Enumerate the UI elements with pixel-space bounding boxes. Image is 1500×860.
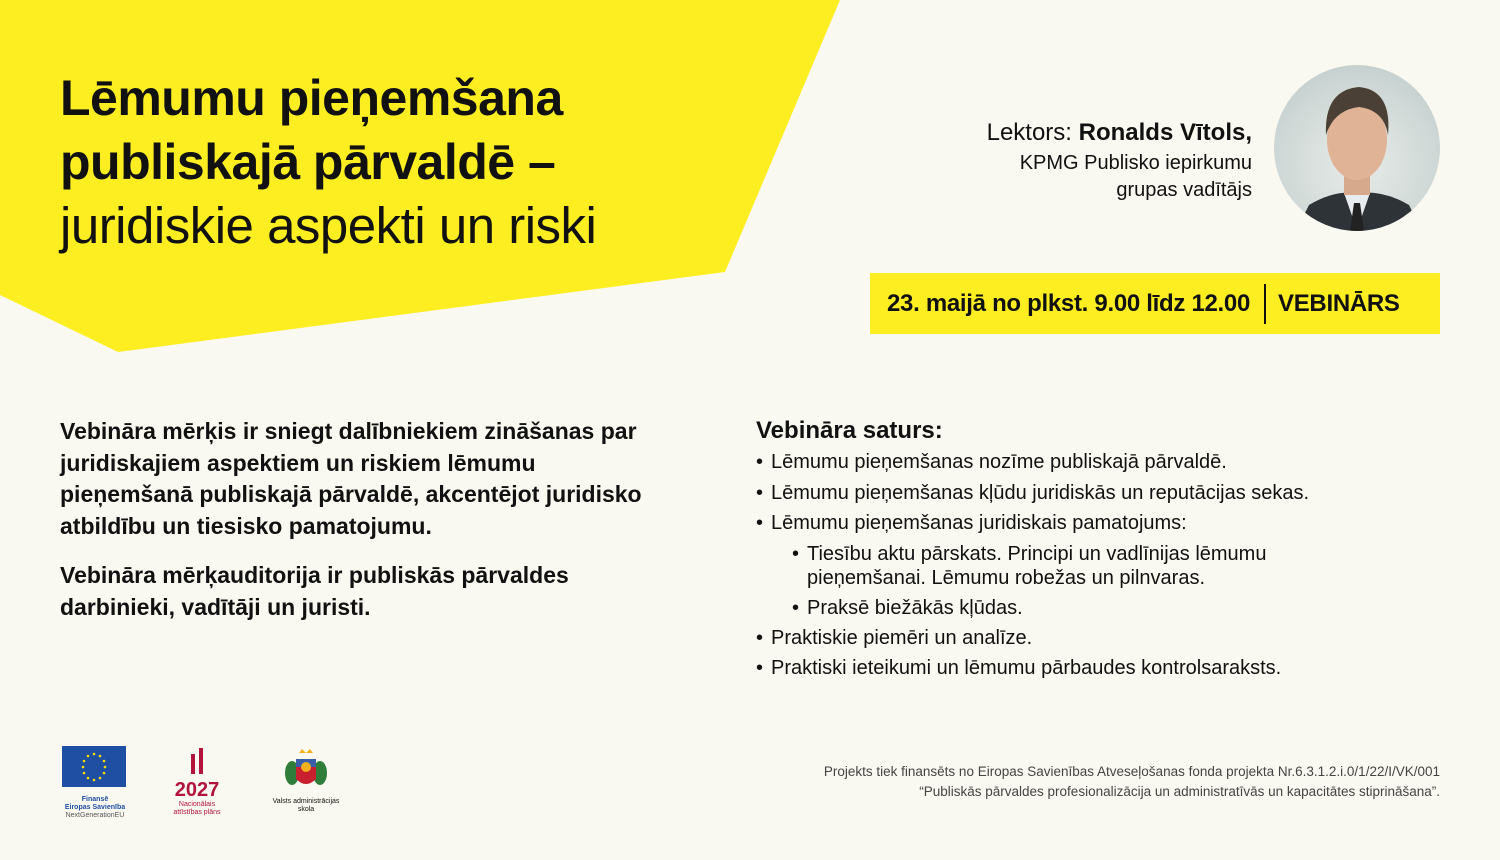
nap-bars-icon [187,748,207,776]
nap-text: Nacionālais [178,801,216,808]
title-subtitle: juridiskie aspekti un riski [60,197,597,254]
footer-line: Projekts tiek finansēts no Eiropas Savienības Atveseļošanas fonda projekta Nr.6.3.1.2.i.0/1/22/I/VK/001 [823,764,1440,779]
eu-logo [62,746,128,820]
eu-flag-icon [62,746,126,787]
nap-logo [168,748,226,817]
list-item: • Praktiski ieteikumi un lēmumu pārbaudes kontrolsaraksts. [756,653,1456,684]
list-item: • Praktiskie piemēri un analīze. [756,623,1456,654]
sub-list-item: • Tiesību aktu pārskats. Principi un vadlīnijas lēmumu pieņemšanai. Lēmumu robežas un pilnvaras. [756,539,1376,593]
event-date-banner [870,273,1440,334]
lecturer-role: KPMG Publisko iepirkumu [1019,152,1252,174]
title-line-1: Lēmumu pieņemšana [60,70,563,126]
event-date: 23. maijā no plkst. 9.00 līdz 12.00 [887,289,1251,317]
webinar-goal [60,416,660,623]
eu-logo-text: NextGenerationEU [65,812,125,819]
lecturer-label: Lektors: [986,119,1079,146]
divider [1264,284,1266,324]
nap-text: attīstības plāns [173,809,221,816]
eu-logo-text: Finansē [81,796,109,803]
lecturer-role-2: grupas vadītājs [1116,179,1252,201]
footer-line: “Publiskās pārvaldes profesionalizācija un administratīvās un kapacitātes stiprināšana”. [919,784,1440,799]
coat-of-arms-icon [282,745,330,793]
sub-list-item: • Praksē biežākās kļūdas. [756,593,1456,623]
event-type: VEBINĀRS [1278,289,1400,317]
list-item: • Lēmumu pieņemšanas juridiskais pamatojums: [756,508,1456,539]
list-item: • Lēmumu pieņemšanas kļūdu juridiskās un reputācijas sekas. [756,478,1456,509]
webinar-content [756,416,1456,684]
list-item: • Lēmumu pieņemšanas nozīme publiskajā pārvaldē. [756,447,1456,478]
lecturer-photo [1274,65,1440,231]
vas-logo [262,745,350,814]
title-line-2: publiskajā pārvaldē – [60,134,556,190]
funding-footer [824,762,1440,802]
nap-year: 2027 [174,779,220,801]
page-title [60,66,596,258]
content-heading: Vebināra saturs: [756,417,943,444]
vas-text: skola [297,806,315,813]
lecturer-info [987,116,1252,204]
audience-text: Vebināra mērķauditorija ir publiskās pārvaldes darbinieki, vadītāji un juristi. [60,562,569,620]
eu-logo-text: Eiropas Savienība [64,804,126,811]
vas-text: Valsts administrācijas [272,798,340,805]
lecturer-name: Ronalds Vītols, [1078,119,1252,146]
goal-text: Vebināra mērķis ir sniegt dalībniekiem zināšanas par juridiskajiem aspektiem un riskiem lēmumu pieņemšanā publiskajā pārvaldē, akcentējot juridisko atbildību un tiesisko pamatojumu. [60,418,642,539]
